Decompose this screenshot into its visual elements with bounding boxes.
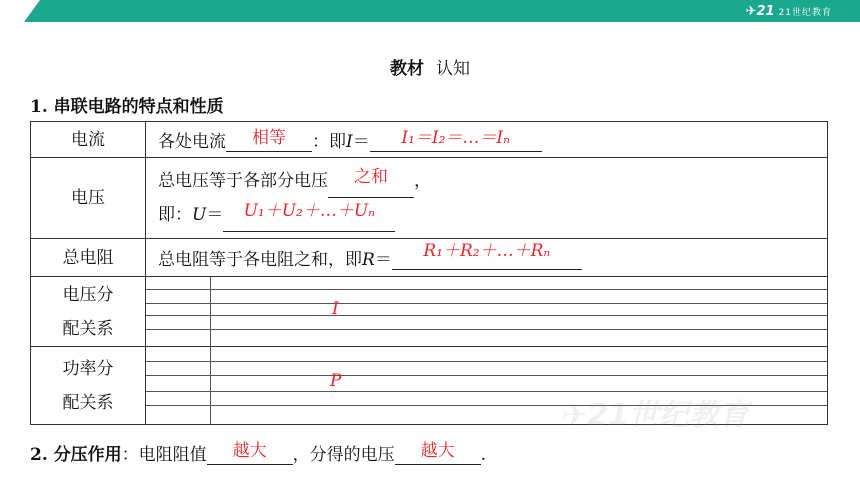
- section2-text2: ，分得的电压: [292, 445, 395, 465]
- current-var: I: [346, 132, 353, 152]
- resistance-eq: ＝: [374, 250, 392, 270]
- section2-blank2: [395, 442, 481, 465]
- logo-text: 21世纪教育: [778, 7, 832, 18]
- power-div-label-2: 配关系: [62, 392, 114, 413]
- section2-answer1: 越大: [232, 441, 267, 461]
- voltage-blank2: [223, 201, 395, 232]
- row-label-voltage: 电压: [31, 158, 146, 239]
- voltage-div-overlay: I: [332, 299, 339, 319]
- row-label-voltage-div: [31, 277, 146, 347]
- logo-icon: ✈21: [745, 3, 775, 19]
- top-banner: [0, 0, 860, 22]
- section1-title: 1. 串联电路的特点和性质: [30, 97, 224, 117]
- section2-text1: ：电阻阻值: [121, 445, 207, 465]
- voltage-div-label-1: 电压分: [62, 284, 114, 305]
- heading-part2: 认知: [436, 59, 470, 79]
- mini-row-line: [146, 361, 827, 362]
- mini-row-line: [146, 329, 827, 330]
- voltage-line2: [158, 198, 827, 232]
- current-text: 各处电流: [158, 132, 226, 152]
- table-row-voltage-div: [31, 277, 828, 347]
- row-content-voltage: [146, 158, 828, 239]
- row-label-resistance: 总电阻: [31, 239, 146, 277]
- series-circuit-table: [30, 121, 828, 425]
- voltage-line1: [158, 164, 827, 198]
- mini-row-line: [146, 375, 827, 376]
- resistance-blank: [392, 241, 582, 270]
- page-heading: [0, 54, 860, 79]
- power-div-label-1: 功率分: [62, 358, 114, 379]
- mini-table-thumbnail: [146, 277, 827, 346]
- table-row-current: [31, 122, 828, 158]
- voltage-div-label-2: 配关系: [62, 318, 114, 339]
- mini-col-divider: [210, 347, 211, 424]
- resistance-text: 总电阻等于各电阻之和，即: [158, 250, 362, 270]
- table-row-resistance: [31, 239, 828, 277]
- current-answer2: I₁＝I₂＝…＝Iₙ: [401, 128, 511, 148]
- section2-blank1: [207, 442, 293, 465]
- heading-part1: 教材: [390, 59, 424, 79]
- voltage-comma: ，: [414, 171, 431, 191]
- row-label-current: 电流: [31, 122, 146, 158]
- current-mid: ：即: [312, 132, 346, 152]
- voltage-answer1: 之和: [354, 167, 388, 187]
- current-blank2: [370, 129, 542, 152]
- current-blank: [226, 129, 312, 152]
- row-content-voltage-div: [146, 277, 828, 347]
- voltage-text: 总电压等于各部分电压: [158, 171, 328, 191]
- power-div-overlay: P: [330, 371, 342, 391]
- voltage-answer2: U₁＋U₂＋…＋Uₙ: [243, 201, 376, 221]
- mini-row-line: [146, 303, 827, 304]
- resistance-answer: R₁＋R₂＋…＋Rₙ: [423, 241, 551, 261]
- resistance-var: R: [362, 250, 375, 270]
- row-label-power-div: [31, 347, 146, 425]
- voltage-eq: ＝: [206, 205, 224, 225]
- table-row-voltage: [31, 158, 828, 239]
- section2-prefix: 2. 分压作用: [30, 445, 122, 465]
- mini-row-line: [146, 289, 827, 290]
- section2-answer2: 越大: [420, 441, 455, 461]
- watermark-logo: ✈21世纪教育: [562, 398, 749, 433]
- row-content-current: [146, 122, 828, 158]
- current-answer: 相等: [252, 128, 286, 148]
- row-content-resistance: [146, 239, 828, 277]
- section2-end: .: [480, 445, 487, 465]
- brand-logo: [746, 2, 832, 20]
- voltage-text2: 即：: [158, 205, 192, 225]
- voltage-var: U: [192, 205, 207, 225]
- mini-col-divider: [210, 277, 211, 346]
- mini-row-line: [146, 315, 827, 316]
- current-eq: ＝: [352, 132, 370, 152]
- section2: [30, 440, 486, 465]
